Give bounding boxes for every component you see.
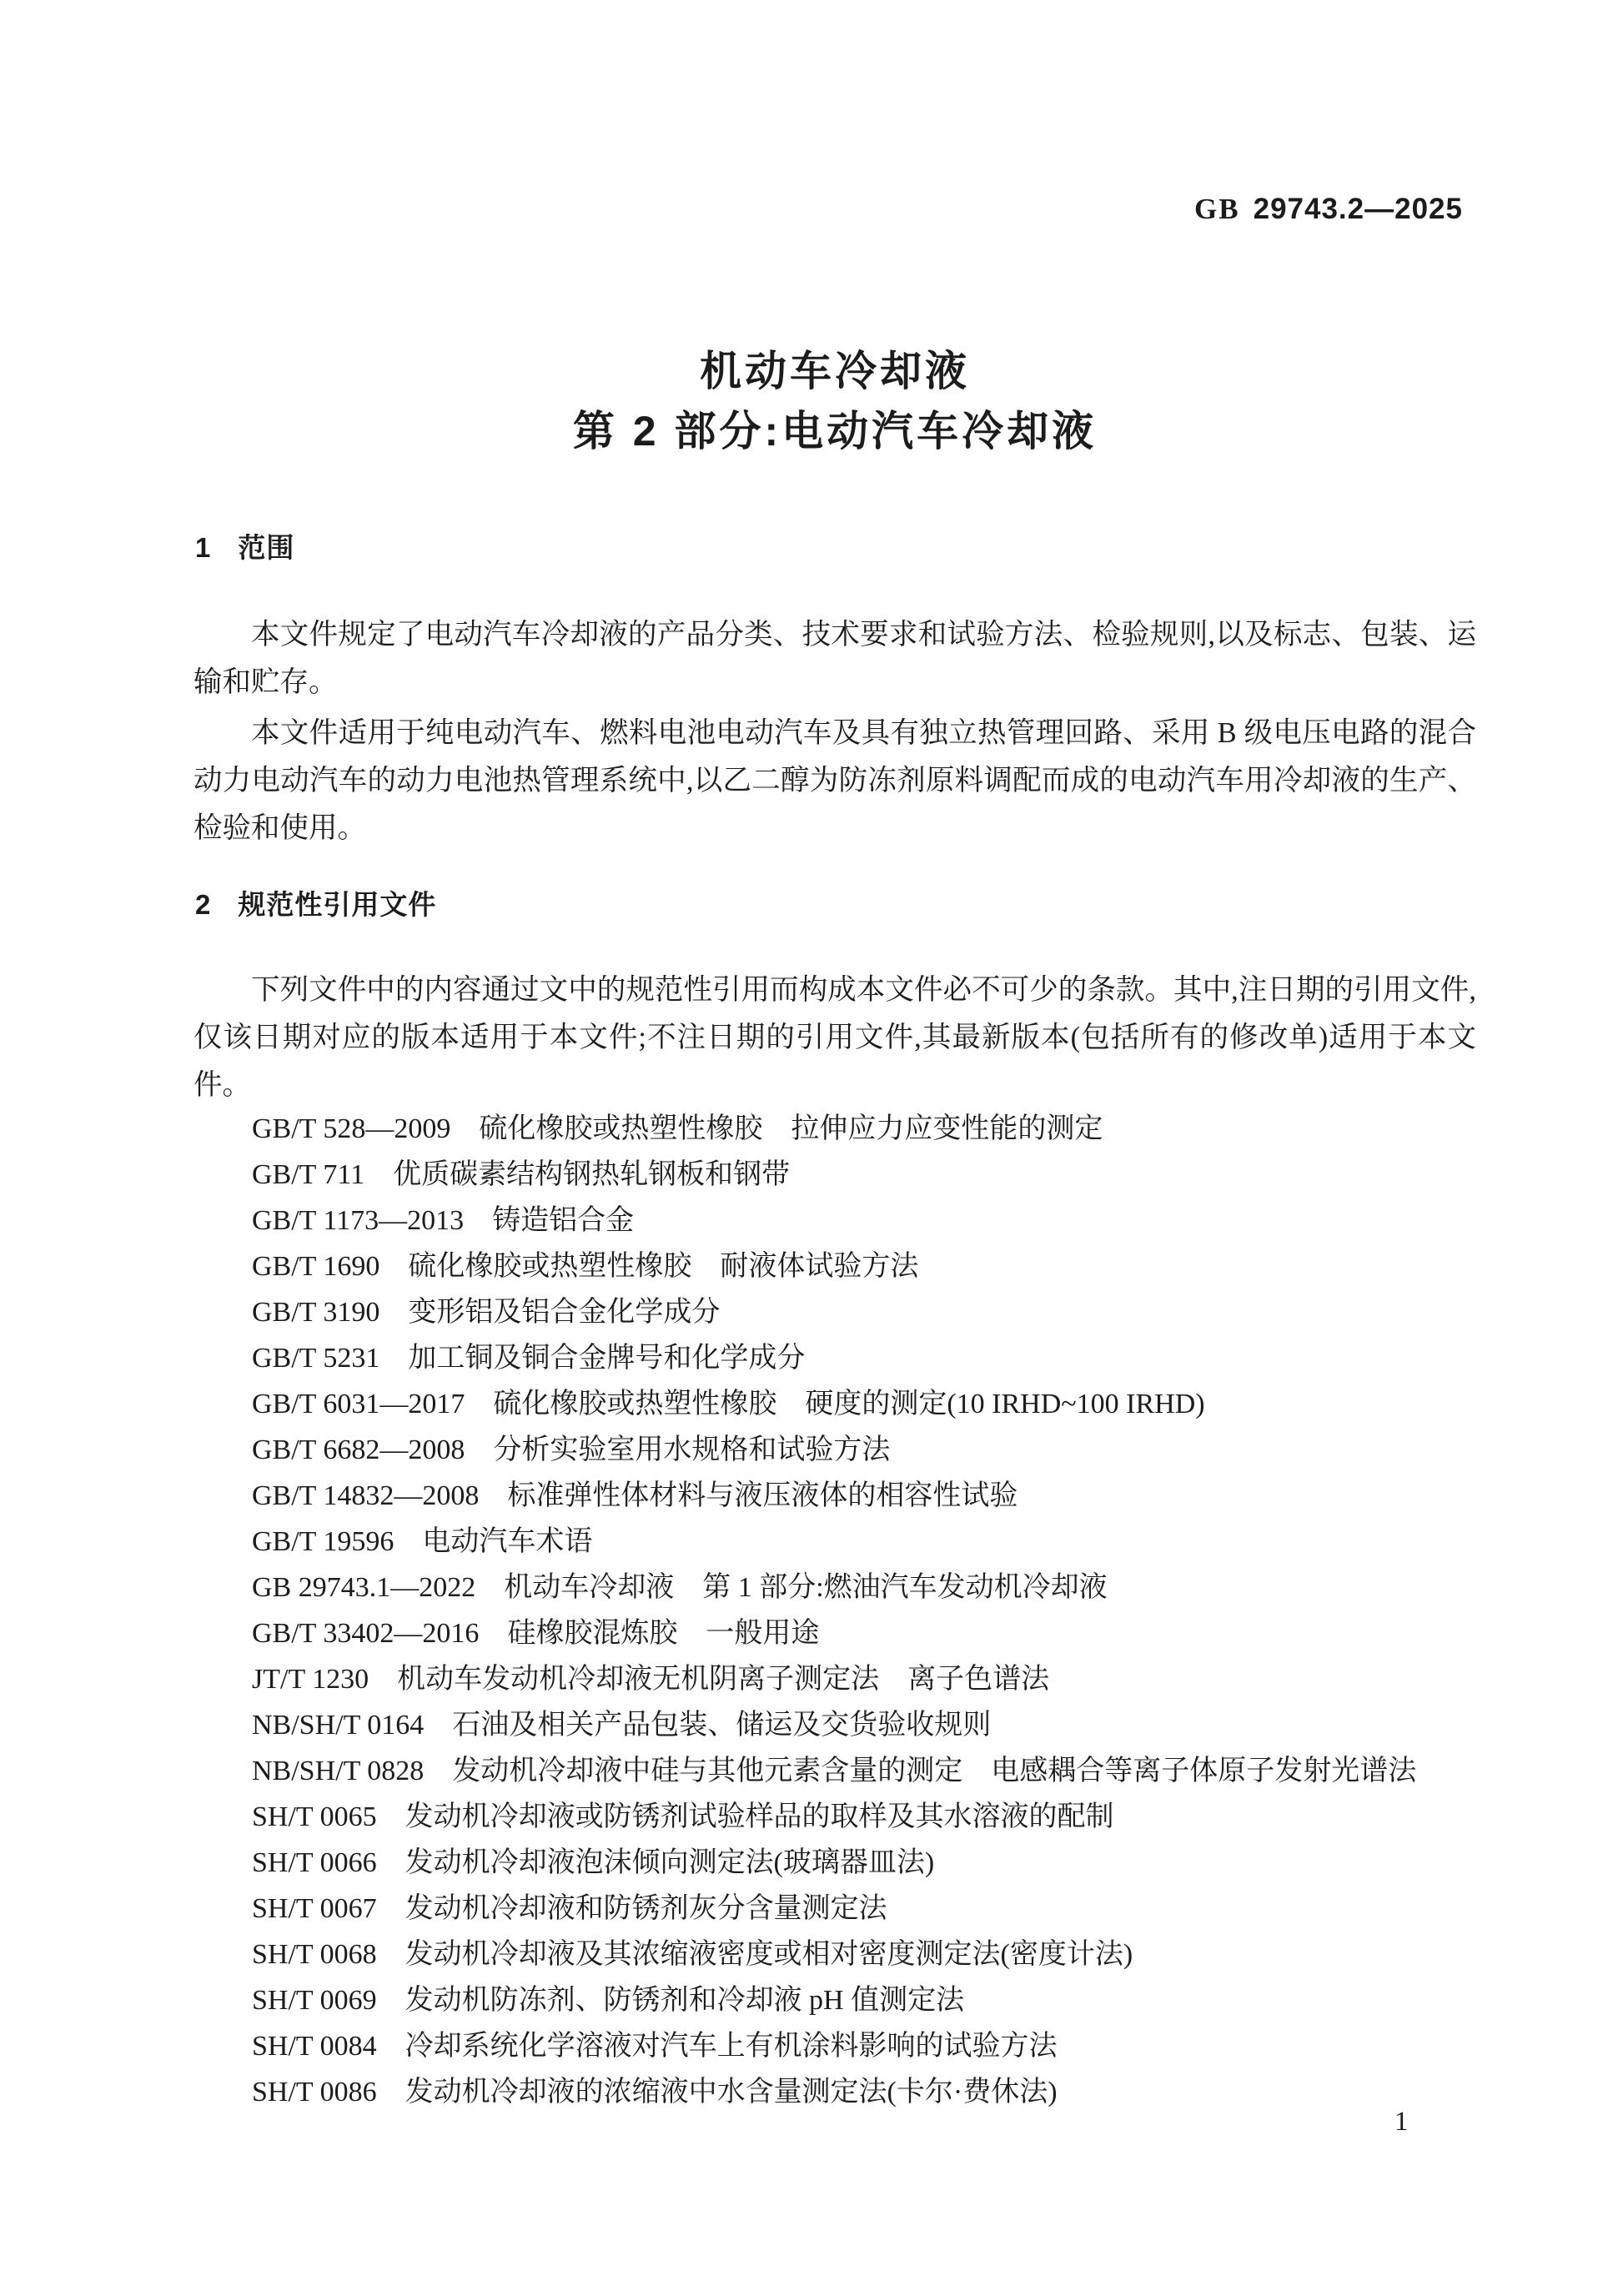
reference-item: SH/T 0069 发动机防冻剂、防锈剂和冷却液 pH 值测定法 <box>252 1985 965 2016</box>
reference-item: GB 29743.1—2022 机动车冷却液 第 1 部分:燃油汽车发动机冷却液 <box>252 1572 1108 1603</box>
reference-item: GB/T 33402—2016 硅橡胶混炼胶 一般用途 <box>252 1618 820 1649</box>
reference-item: GB/T 6682—2008 分析实验室用水规格和试验方法 <box>252 1434 891 1465</box>
reference-item: NB/SH/T 0828 发动机冷却液中硅与其他元素含量的测定 电感耦合等离子体原子发射光谱法 <box>252 1756 1417 1786</box>
paragraph: 本文件规定了电动汽车冷却液的产品分类、技术要求和试验方法、检验规则,以及标志、包装、运输和贮存。 <box>193 619 1476 698</box>
reference-item: SH/T 0066 发动机冷却液泡沫倾向测定法(玻璃器皿法) <box>252 1847 935 1878</box>
reference-item: NB/SH/T 0164 石油及相关产品包装、储运及交货验收规则 <box>252 1710 992 1741</box>
reference-item: SH/T 0086 发动机冷却液的浓缩液中水含量测定法(卡尔·费休法) <box>252 2077 1058 2108</box>
reference-item: GB/T 1690 硫化橡胶或热塑性橡胶 耐液体试验方法 <box>252 1251 919 1282</box>
reference-item: GB/T 5231 加工铜及铜合金牌号和化学成分 <box>252 1343 806 1374</box>
section-2-number: 2 <box>195 889 212 920</box>
reference-item: GB/T 6031—2017 硫化橡胶或热塑性橡胶 硬度的测定(10 IRHD~100 IRHD) <box>252 1389 1205 1419</box>
standard-code-number: 29743.2—2025 <box>1253 193 1463 225</box>
section-1-number: 1 <box>195 532 212 563</box>
reference-item: GB/T 14832—2008 标准弹性体材料与液压液体的相容性试验 <box>252 1480 1018 1511</box>
section-2-body <box>193 967 1476 1109</box>
standard-code-prefix: GB <box>1194 193 1240 225</box>
reference-item: GB/T 3190 变形铝及铝合金化学成分 <box>252 1297 721 1328</box>
normative-reference-list <box>193 1106 1535 2115</box>
document-title <box>193 341 1476 461</box>
section-2-heading <box>195 883 436 922</box>
section-1-heading <box>195 526 294 565</box>
reference-item: GB/T 711 优质碳素结构钢热轧钢板和钢带 <box>252 1159 791 1190</box>
standard-code <box>1194 193 1463 226</box>
reference-item: GB/T 1173—2013 铸造铝合金 <box>252 1205 635 1236</box>
reference-item: JT/T 1230 机动车发动机冷却液无机阴离子测定法 离子色谱法 <box>252 1664 1050 1695</box>
page-number: 1 <box>1394 2107 1409 2137</box>
section-1-title: 范围 <box>238 532 295 563</box>
reference-item: SH/T 0084 冷却系统化学溶液对汽车上有机涂料影响的试验方法 <box>252 2031 1058 2062</box>
document-title-line1: 机动车冷却液 <box>700 348 970 394</box>
paragraph: 本文件适用于纯电动汽车、燃料电池电动汽车及具有独立热管理回路、采用 B 级电压电路的混合动力电动汽车的动力电池热管理系统中,以乙二醇为防冻剂原料调配而成的电动汽车用冷却液的生产、检验和使用。 <box>193 717 1476 844</box>
reference-item: GB/T 528—2009 硫化橡胶或热塑性橡胶 拉伸应力应变性能的测定 <box>252 1113 1103 1144</box>
section-1-body <box>193 611 1476 852</box>
document-title-line2: 第 2 部分:电动汽车冷却液 <box>572 408 1098 455</box>
section-2-title: 规范性引用文件 <box>238 889 437 920</box>
paragraph: 下列文件中的内容通过文中的规范性引用而构成本文件必不可少的条款。其中,注日期的引用文件,仅该日期对应的版本适用于本文件;不注日期的引用文件,其最新版本(包括所有的修改单)适用于本文件。 <box>193 974 1476 1101</box>
reference-item: SH/T 0065 发动机冷却液或防锈剂试验样品的取样及其水溶液的配制 <box>252 1801 1114 1832</box>
reference-item: SH/T 0067 发动机冷却液和防锈剂灰分含量测定法 <box>252 1893 887 1924</box>
reference-item: GB/T 19596 电动汽车术语 <box>252 1526 593 1557</box>
reference-item: SH/T 0068 发动机冷却液及其浓缩液密度或相对密度测定法(密度计法) <box>252 1939 1133 1970</box>
